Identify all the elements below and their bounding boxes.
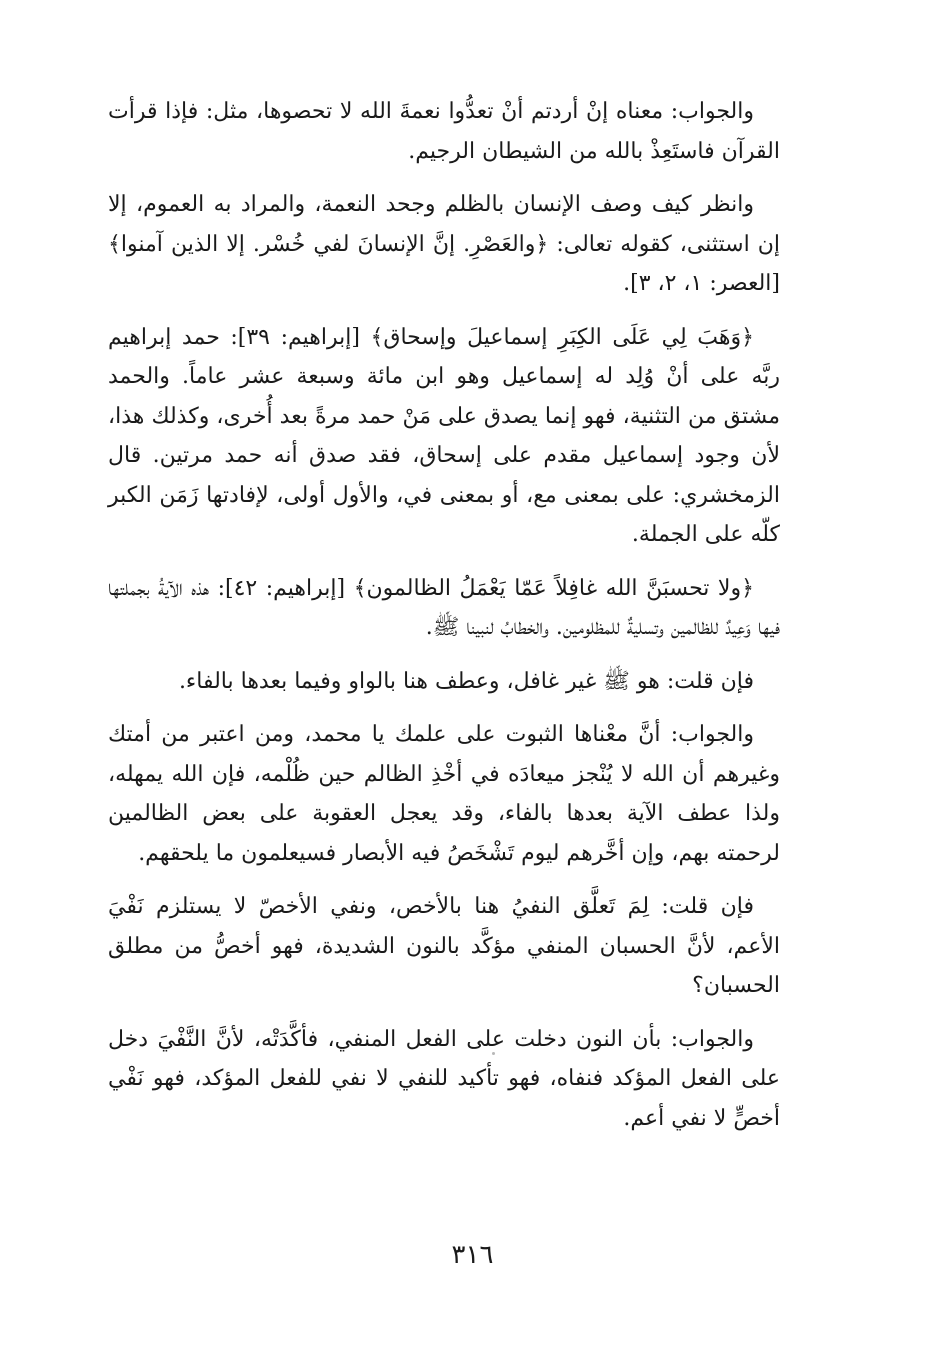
paragraph-question-2: فإن قلت: لِمَ تَعلَّق النفيُ هنا بالأخص، ونفي الأخصّ لا يستلزم نَفْيَ الأعم، لأنَّ الحسبان المنفي مؤكَّد بالنون الشديدة، فهو أخصُّ من مطلق الحسبان؟ <box>108 894 780 998</box>
paragraph-ibrahim-42: ﴿ولا تحسبَنَّ الله غافِلاً عَمّا يَعْمَلُ الظالمون﴾ [إبراهيم: ٤٢]: هذه الآيةُ بجملتها فيها وَعِيدٌ للظالمين وتسليةٌ للمظلومين. والخطابُ لنبينا ﷺ. <box>108 575 780 640</box>
paragraph-question-1: فإن قلت: هو ﷺ غير غافل، وعطف هنا بالواو وفيما بعدها بالفاء. <box>178 668 754 694</box>
paragraph-human-injustice: وانظر كيف وصف الإنسان بالظلم وجحد النعمة، والمراد به العموم، إلا إن استثنى، كقوله تعالى: ﴿والعَصْرِ. إنَّ الإنسانَ لفي خُسْر. إلا الذين آمنوا﴾ [العصر: ١، ٢، ٣]. <box>108 192 780 296</box>
paragraph-answer-3: والجواب: بأن النون دخلت على الفعل المنفي، فأكَّدَتْه، لأنَّ النَّفْيَ دخل على الفعل المؤكد فنفاه، فهو تأكيد للنفي لا نفي للفعل المؤكد، فهو نَفْي أخصٍّ لا نفي أعم. <box>108 1026 780 1131</box>
paragraph-ibrahim-39: ﴿وَهَبَ لِي عَلَى الكِبَرِ إسماعيلَ وإسحاق﴾ [إبراهيم: ٣٩]: حمد إبراهيم ربَّه على أنْ وُلِد له إسماعيل وهو ابن مائة وسبعة عشر عاماً. والحمد مشتق من التثنية، فهو إنما يصدق على مَنْ حمد مرةً بعد أُخرى، وكذلك هذا، لأن وجود إسماعيل مقدم على إسحاق، فقد صدق أنه حمد مرتين. قال الزمخشري: على بمعنى مع، أو بمعنى في، والأول أولى، لإفادتها زَمَن الكبر كلّه على الجملة. <box>108 324 780 547</box>
scan-speck <box>492 1052 495 1055</box>
paragraph-answer-2: والجواب: أنَّ معْناها الثبوت على علمك يا محمد، ومن اعتبر من أمتك وغيرهم أن الله لا يُنْجز ميعادَه في أخْذِ الظالم حين ظُلْمه، فإن الله يمهله، ولذا عطف الآية بعدها بالفاء، وقد يعجل العقوبة على بعض الظالمين لرحمته بهم، وإن أخَّرهم ليوم تَشْخَصُ فيه الأبصار فسيعلمون ما يلحقهم. <box>108 722 780 866</box>
page-body <box>108 92 780 1152</box>
page-number: ٣١٦ <box>451 1240 494 1270</box>
paragraph-answer-1: والجواب: معناه إنْ أردتم أنْ تعدُّوا نعمةَ الله لا تحصوها، مثل: فإذا قرأت القرآن فاستَعِذْ بالله من الشيطان الرجيم. <box>108 99 780 164</box>
